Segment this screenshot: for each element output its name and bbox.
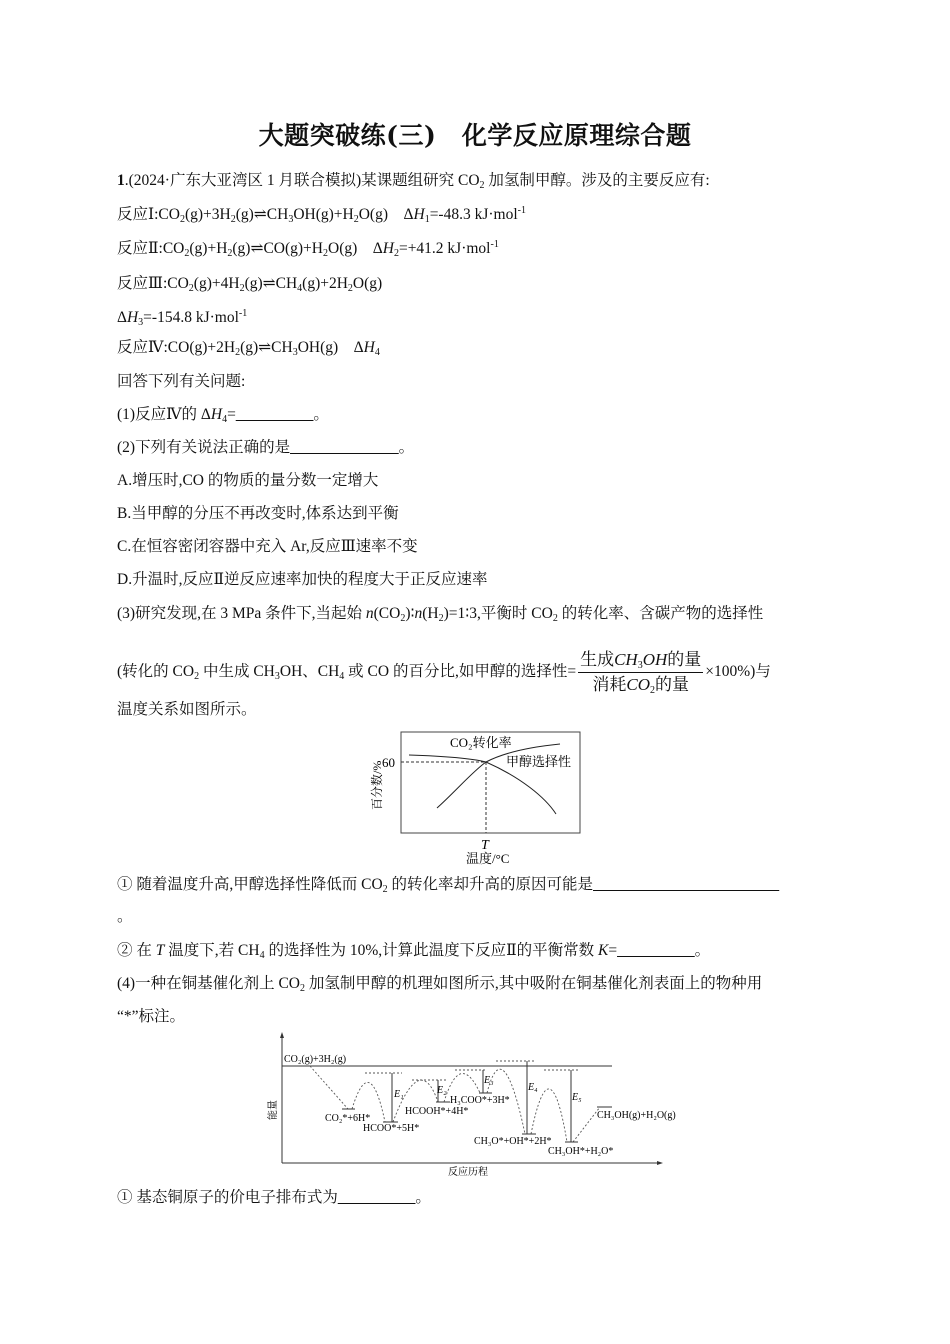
subscript: 4: [222, 414, 228, 425]
text: =: [608, 942, 618, 959]
text: O(g): [352, 275, 383, 292]
subscript: 2: [179, 214, 185, 225]
subscript: 4: [374, 347, 380, 358]
series-label-co2: CO₂转化率: [450, 735, 512, 750]
text: (g)+2H: [302, 275, 348, 292]
text: (CO: [373, 605, 401, 622]
subscript: 2: [552, 613, 558, 624]
italic-symbol: K: [598, 942, 609, 959]
text: 加氢制甲醇的机理如图所示,其中吸附在铜基催化剂表面上的物种用: [304, 975, 763, 992]
text-line: [117, 171, 710, 191]
subscript: 3: [288, 214, 294, 225]
subscript: 2: [323, 248, 328, 259]
x-axis-label: 温度/°C: [466, 851, 510, 866]
text-line: [117, 438, 414, 458]
text-line: [117, 537, 418, 557]
state-label: CO₂*+6H*: [325, 1113, 371, 1124]
subscript: 2: [184, 248, 190, 259]
start-state-label: CO₂(g)+3H₂(g): [284, 1054, 347, 1065]
subscript: 1: [424, 214, 430, 225]
text: =+41.2 kJ·mol: [398, 240, 491, 257]
text: (转化的 CO: [117, 663, 195, 681]
text: (g)⇌CH: [244, 275, 298, 292]
text: 的量: [667, 650, 702, 669]
text: (g)⇌CH: [235, 206, 289, 223]
italic-symbol: T: [155, 942, 165, 959]
italic-symbol: H: [210, 406, 223, 423]
text: (g)+H: [189, 240, 228, 257]
subscript: 2: [347, 283, 353, 294]
text-line: [117, 907, 133, 927]
energy-label-e1: E₁: [394, 1089, 404, 1100]
subscript: 2: [479, 180, 485, 191]
text-line: [117, 239, 499, 259]
text: ① 基态铜原子的价电子排布式为: [117, 1189, 338, 1206]
page-title: 大题突破练(三) 化学反应原理综合题: [258, 121, 692, 150]
text-line: [117, 274, 382, 294]
answer-blank: __________: [337, 1189, 416, 1206]
text-line: [117, 338, 380, 358]
ytick-60: 60: [382, 755, 395, 770]
subscript: 2: [230, 214, 236, 225]
energy-label-e5: E₅: [572, 1092, 582, 1103]
text: =-48.3 kJ·mol: [429, 206, 518, 223]
answer-blank: ______________: [290, 439, 399, 456]
text-line: [117, 650, 771, 695]
text: )=1∶3,平衡时 CO: [443, 605, 553, 622]
italic-symbol: OH: [642, 650, 668, 669]
series-label-methanol: 甲醇选择性: [506, 754, 572, 769]
text: (4)一种在铜基催化剂上 CO: [117, 975, 300, 992]
subscript: 2: [239, 283, 245, 294]
text: (g)⇌CO(g)+H: [232, 240, 323, 257]
italic-symbol: H: [382, 240, 394, 257]
text: 反应Ⅱ:CO: [117, 240, 185, 257]
text: (2)下列有关说法正确的是: [117, 439, 291, 456]
subscript: 3: [138, 317, 144, 328]
text-line: [117, 700, 257, 720]
text: ① 随着温度升高,甲醇选择性降低而 CO: [117, 876, 383, 893]
text: 。: [398, 439, 415, 456]
text-line: [117, 570, 487, 590]
italic-symbol: H: [363, 339, 375, 356]
text: OH、CH: [279, 663, 340, 681]
subscript: 2: [235, 347, 241, 358]
text: OH(g) Δ: [297, 339, 364, 356]
text: 中生成 CH: [199, 663, 275, 681]
text: 。: [117, 908, 133, 925]
text: 的量: [654, 675, 689, 694]
subscript: 2: [393, 248, 399, 259]
energy-label-e2: E₂: [437, 1085, 447, 1096]
subscript: 2: [400, 613, 406, 624]
subscript: 2: [194, 671, 200, 683]
subscript: 3: [637, 660, 643, 671]
text: 回答下列有关问题:: [117, 373, 246, 390]
selectivity-fraction: [578, 650, 703, 695]
subscript: 2: [649, 685, 655, 696]
subscript: 4: [339, 671, 345, 683]
subscript: 2: [353, 214, 359, 225]
text-line: [117, 471, 378, 491]
subscript: 2: [188, 283, 194, 294]
text: =: [227, 406, 236, 423]
text-line: [117, 1188, 431, 1208]
subscript: 2: [438, 613, 444, 624]
text-line: [117, 372, 245, 392]
fraction-numerator: [578, 650, 703, 673]
figure-energy-diagram: [260, 1030, 690, 1180]
energy-label-e3: E₃: [484, 1075, 494, 1086]
text: ② 在: [117, 942, 156, 959]
text: 温度下,若 CH: [164, 942, 260, 959]
text: 温度关系如图所示。: [117, 701, 257, 718]
text-line: [117, 308, 247, 328]
text: 。: [313, 406, 329, 423]
text: (g)+3H: [184, 206, 231, 223]
figure-temperature-chart: [360, 722, 600, 872]
state-label: HCOOH*+4H*: [405, 1106, 469, 1117]
text: A.增压时,CO 的物质的量分数一定增大: [117, 472, 379, 489]
text: 的选择性为 10%,计算此温度下反应Ⅱ的平衡常数: [264, 942, 599, 959]
state-label: CH₃O*+OH*+2H*: [474, 1136, 552, 1147]
text-line: [117, 941, 710, 961]
italic-symbol: CO: [626, 675, 650, 694]
text: 反应Ⅲ:CO: [117, 275, 189, 292]
subscript: 3: [274, 671, 280, 683]
subscript: 4: [297, 283, 303, 294]
fraction-denominator: [578, 673, 703, 695]
italic-symbol: H: [413, 206, 425, 223]
question-number: 1: [117, 172, 125, 189]
subscript: 3: [292, 347, 298, 358]
italic-symbol: CH: [614, 650, 638, 669]
answer-blank: __________: [235, 406, 314, 423]
text-line: [117, 974, 762, 994]
state-label: CH₃OH*+H₂O*: [548, 1146, 614, 1157]
text: 消耗: [592, 675, 627, 694]
answer-blank: __________: [617, 942, 695, 959]
text: 或 CO 的百分比,如甲醇的选择性=: [344, 663, 577, 681]
text: 的转化率却升高的原因可能是: [387, 876, 594, 893]
subscript: 2: [382, 884, 388, 895]
italic-symbol: H: [126, 309, 139, 326]
text: O(g) Δ: [328, 240, 383, 257]
y-axis-label: 能量: [268, 1100, 279, 1120]
energy-label-e4: E₄: [528, 1082, 538, 1093]
text-line: [117, 504, 399, 524]
text: 加氢制甲醇。涉及的主要反应有:: [484, 172, 710, 189]
x-axis-label: 反应历程: [448, 1167, 488, 1178]
superscript: -1: [517, 205, 526, 216]
text: ×100%)与: [705, 663, 771, 681]
text: OH(g)+H: [293, 206, 354, 223]
text: (g)⇌CH: [240, 339, 293, 356]
state-label: CH₃OH(g)+H₂O(g): [597, 1110, 676, 1121]
text-line: [117, 604, 763, 624]
state-label: H₃COO*+3H*: [450, 1095, 510, 1106]
text: (H: [422, 605, 439, 622]
text: D.升温时,反应Ⅱ逆反应速率加快的程度大于正反应速率: [117, 571, 488, 588]
text: (3)研究发现,在 3 MPa 条件下,当起始: [117, 605, 366, 622]
superscript: -1: [490, 239, 499, 250]
text-line: [117, 205, 526, 225]
text: 。: [694, 942, 711, 959]
text: Δ: [117, 309, 127, 326]
text: O(g) Δ: [358, 206, 414, 223]
text-line: [117, 1007, 185, 1027]
italic-symbol: n: [414, 605, 423, 622]
answer-blank: ________________________: [593, 876, 780, 893]
text: 反应Ⅰ:CO: [117, 206, 180, 223]
subscript: 2: [299, 983, 305, 994]
text: 的转化率、含碳产物的选择性: [557, 605, 764, 622]
text: B.当甲醇的分压不再改变时,体系达到平衡: [117, 505, 399, 522]
text: 反应Ⅳ:CO(g)+2H: [117, 339, 236, 356]
xtick-T: T: [481, 838, 489, 853]
text: 。: [415, 1189, 431, 1206]
text: .(2024·广东大亚湾区 1 月联合模拟)某课题组研究 CO: [124, 172, 480, 189]
subscript: 4: [259, 950, 265, 961]
text: 生成: [580, 650, 615, 669]
y-axis-label: 百分数/%: [370, 760, 384, 810]
text: “*”标注。: [117, 1008, 186, 1025]
text-line: [117, 875, 779, 895]
text: (g)+4H: [193, 275, 240, 292]
superscript: -1: [238, 308, 248, 319]
text: =-154.8 kJ·mol: [143, 309, 239, 326]
state-label: HCOO*+5H*: [363, 1123, 420, 1134]
italic-symbol: n: [365, 605, 374, 622]
text-line: [117, 405, 329, 425]
subscript: 2: [227, 248, 233, 259]
text: (1)反应Ⅳ的 Δ: [117, 406, 211, 423]
text: )∶: [405, 605, 415, 622]
text: C.在恒容密闭容器中充入 Ar,反应Ⅲ速率不变: [117, 538, 418, 555]
